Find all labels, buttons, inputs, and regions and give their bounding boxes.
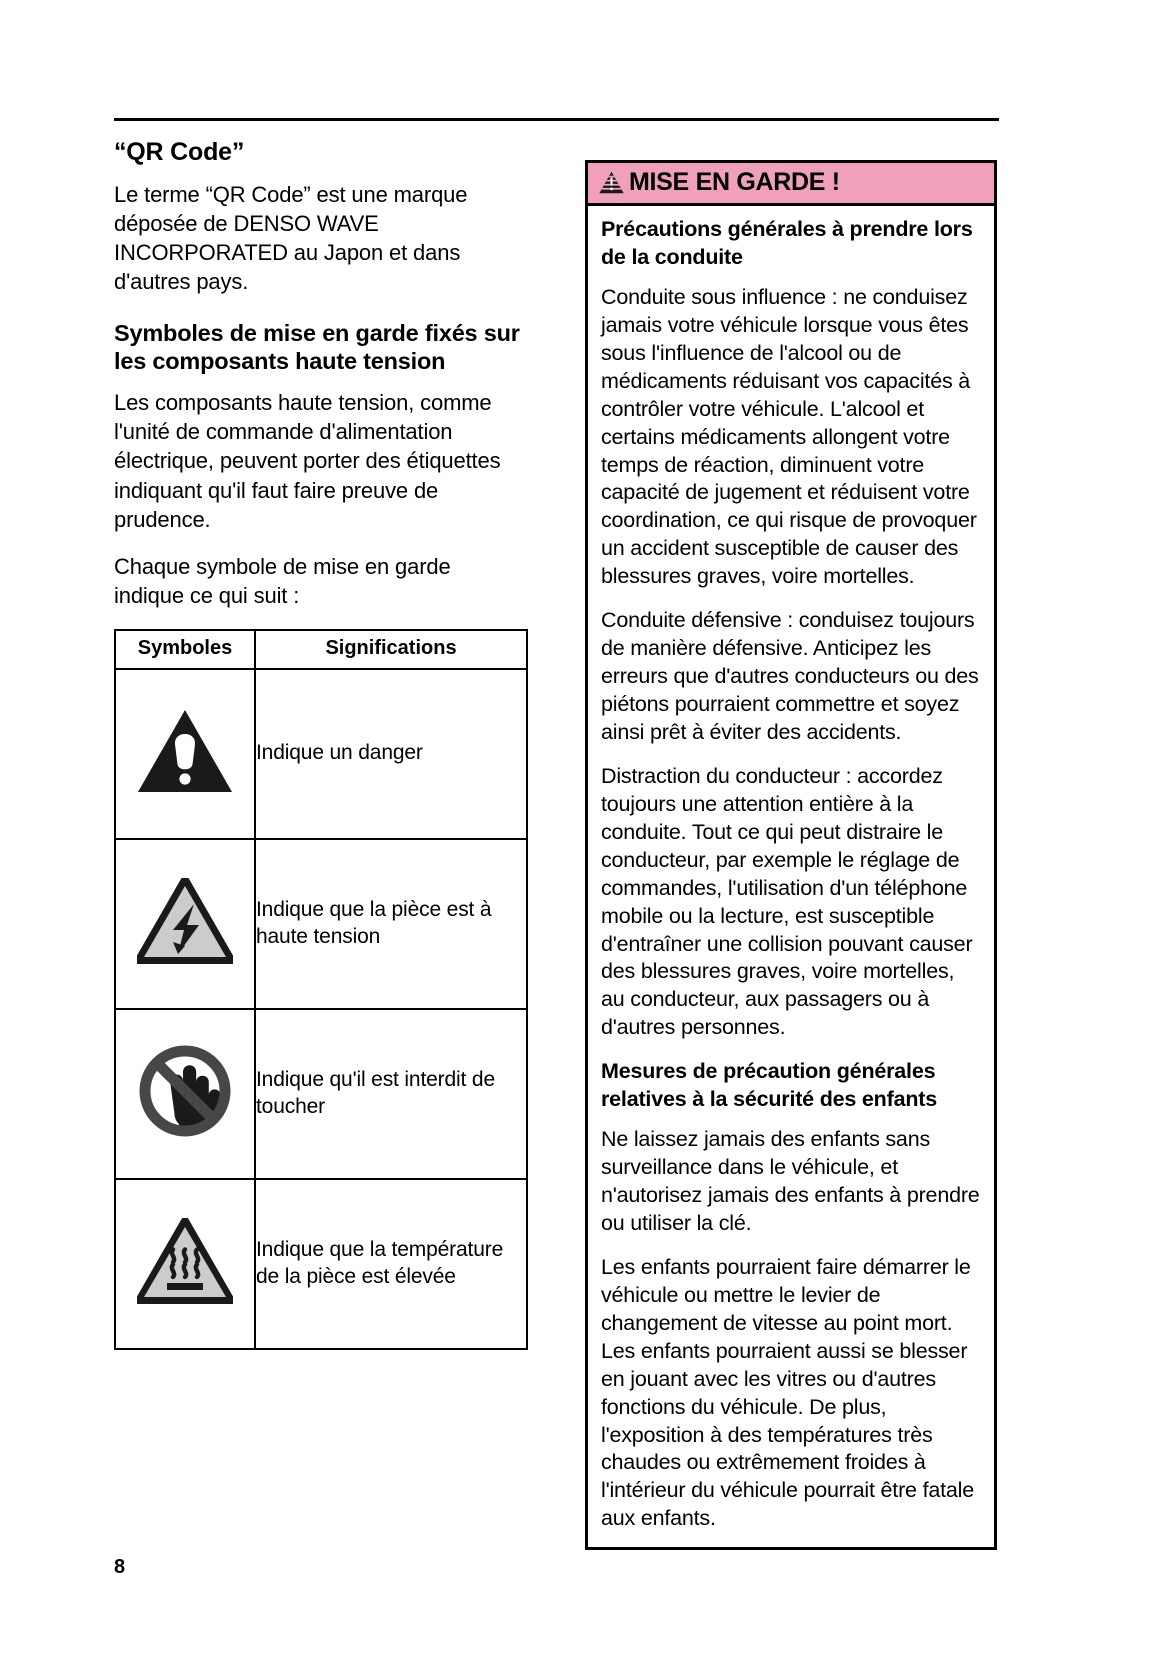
qr-code-paragraph: Le terme “QR Code” est une marque déposée de DENSO WAVE INCORPORATED au Japon et dans d'autres pays.: [114, 181, 468, 295]
page-title: “QR Code”: [114, 138, 245, 166]
meaning-cell: Indique un danger: [255, 669, 527, 839]
symbols-table: [114, 629, 528, 1350]
each-symbol-paragraph: Chaque symbole de mise en garde indique ce qui suit :: [114, 554, 451, 609]
no-touch-hand-icon: [135, 1041, 235, 1141]
warning-paragraph: Conduite sous influence : ne conduisez jamais votre véhicule lorsque vous êtes sous l'influence de l'alcool ou de médicaments réduisant vos capacités à contrôler votre véhicule. L'alcool et certains médicaments allongent votre temps de réaction, diminuent votre capacité de jugement et réduisent votre coordination, ce qui risque de provoquer un accident susceptible de causer des blessures graves, voire mortelles.: [601, 284, 977, 589]
warning-box-title: MISE EN GARDE !: [629, 168, 840, 196]
warning-paragraph: Conduite défensive : conduisez toujours de manière défensive. Anticipez les erreurs que d'autres conducteurs ou des piétons pourraient commettre et soyez ainsi prêt à éviter des accidents.: [601, 608, 979, 744]
meaning-cell: Indique que la température de la pièce est élevée: [255, 1179, 527, 1349]
column-header-symbols: Symboles: [115, 630, 255, 669]
warning-paragraph: Ne laissez jamais des enfants sans surveillance dans le véhicule, et n'autorisez jamais des enfants à prendre ou utiliser la clé.: [601, 1127, 980, 1235]
table-row: [115, 1179, 527, 1349]
page-number: 8: [114, 1556, 126, 1578]
warning-paragraph-heading: Mesures de précaution générales relatives à la sécurité des enfants: [601, 1059, 937, 1112]
striped-warning-triangle-icon: [598, 170, 625, 195]
warning-paragraph: Distraction du conducteur : accordez toujours une attention entière à la conduite. Tout ce qui peut distraire le conducteur, par exemple le réglage de commandes, l'utilisation d'un téléphone mobile ou la lecture, est susceptible d'entraîner une collision pouvant causer des blessures graves, voire mortelles, au conducteur, aux passagers ou à d'autres personnes.: [601, 763, 973, 1040]
header-rule: [114, 118, 999, 121]
meaning-cell: Indique que la pièce est à haute tension: [255, 839, 527, 1009]
warning-triangle-exclamation-icon: [137, 708, 233, 794]
meaning-cell: Indique qu'il est interdit de toucher: [255, 1009, 527, 1179]
symbol-cell: [115, 1179, 255, 1349]
warning-box: [585, 160, 997, 1550]
right-column: [585, 160, 997, 1550]
warning-paragraph-heading: Précautions générales à prendre lors de la conduite: [601, 217, 973, 269]
table-row: [115, 669, 527, 839]
high-voltage-lightning-icon: [137, 878, 233, 964]
warning-box-header: [588, 163, 994, 206]
table-row: [115, 1009, 527, 1179]
left-column: [114, 138, 526, 1350]
warning-box-body: [588, 206, 994, 1547]
column-header-meanings: Significations: [255, 630, 527, 669]
symbol-cell: [115, 669, 255, 839]
table-row: [115, 839, 527, 1009]
table-header-row: [115, 630, 527, 669]
symbol-cell: [115, 1009, 255, 1179]
high-voltage-components-paragraph: Les composants haute tension, comme l'unité de commande d'alimentation électrique, peuvent porter des étiquettes indiquant qu'il faut faire preuve de prudence.: [114, 389, 501, 532]
symbol-cell: [115, 839, 255, 1009]
warning-paragraph: Les enfants pourraient faire démarrer le véhicule ou mettre le levier de changement de vitesse au point mort. Les enfants pourraient aussi se blesser en jouant avec les vitres ou d'autres fonctions du véhicule. De plus, l'exposition à des températures très chaudes ou extrêmement froides à l'intérieur du véhicule pourrait être fatale aux enfants.: [601, 1254, 974, 1531]
hot-surface-icon: [137, 1218, 233, 1304]
symbols-section-heading: Symboles de mise en garde fixés sur les composants haute tension: [114, 319, 520, 375]
